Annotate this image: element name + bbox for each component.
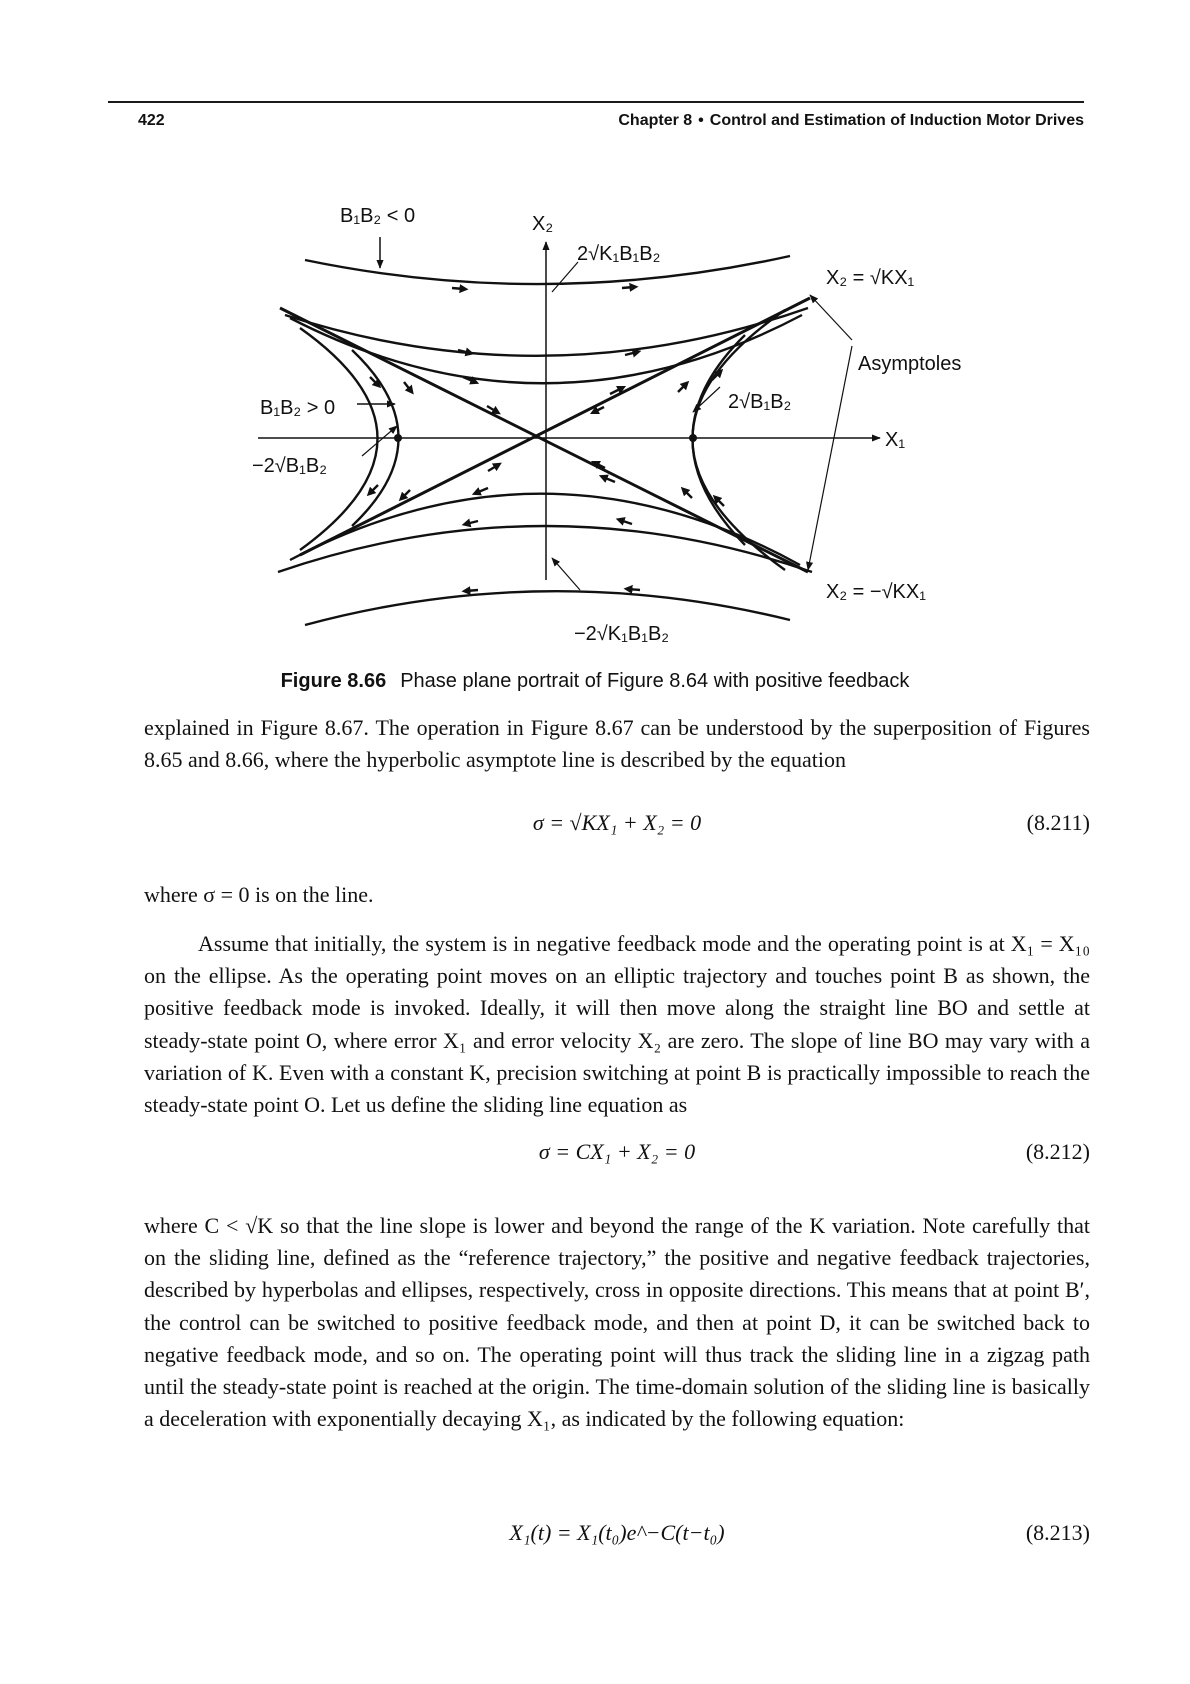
label-x2-axis: X₂: [532, 213, 554, 235]
bullet-separator: •: [698, 112, 704, 129]
flow-arrow: [452, 288, 464, 289]
label-left-vertex: −2√B₁B₂: [252, 455, 327, 477]
equation-body: σ = √KX₁ + X₂ = 0: [532, 810, 702, 835]
trajectory-lower-outer: [305, 591, 790, 625]
paragraph-where-sigma: where σ = 0 is on the line.: [144, 882, 374, 907]
label-b1b2-negative: B₁B₂ < 0: [340, 205, 416, 227]
equation-8-212: [144, 1139, 1090, 1173]
asymptotes-bracket-lower: [808, 346, 852, 570]
equation-number: (8.213): [1025, 1520, 1090, 1545]
label-top-intercept: 2√K₁B₁B₂: [577, 243, 661, 265]
leader-left-vertex: [362, 426, 397, 456]
section-title: Control and Estimation of Induction Motor Drives: [709, 112, 1084, 129]
trajectory-left-inner: [300, 328, 378, 550]
flow-arrow: [402, 490, 410, 498]
flow-arrow: [622, 287, 634, 288]
header-rule: [108, 101, 1084, 103]
flow-arrow: [603, 477, 615, 482]
equation-body: X₁(t) = X₁(t₀)e^−C(t−t₀): [509, 1520, 725, 1545]
figure-number: Figure 8.66: [280, 670, 387, 692]
equation-8-213: [144, 1520, 1090, 1554]
paragraph-assume: Assume that initially, the system is in negative feedback mode and the operating point is at X₁ = X₁₀ on the ellipse. As the operating point moves on an elliptic trajectory and touches point B as shown, the positive feedback mode is invoked. Ideally, it will then move along the straight line BO and settle at steady-state point O, where error X₁ and error velocity X₂ are zero. The slope of line BO may vary with a variation of K. Even with a constant K, precision switching at point B is practically impossible to reach the steady-state point O. Let us define the sliding line equation as: [144, 931, 1090, 1118]
equation-body: σ = CX₁ + X₂ = 0: [538, 1139, 696, 1164]
trajectory-right-inner: [693, 335, 746, 545]
label-right-vertex: 2√B₁B₂: [728, 391, 792, 413]
flow-arrow: [620, 520, 632, 524]
flow-arrow: [684, 490, 692, 498]
asymptotes-bracket-upper: [810, 295, 852, 340]
paragraph-continuation: explained in Figure 8.67. The operation in Figure 8.67 can be understood by the superposition of Figures 8.65 and 8.66, where the hyperbolic asymptote line is described by the equation: [144, 715, 1090, 773]
flow-arrow: [404, 382, 411, 391]
equation-number: (8.211): [1026, 810, 1090, 835]
flow-arrow: [476, 488, 488, 493]
figure-caption-text: Phase plane portrait of Figure 8.64 with positive feedback: [400, 670, 910, 692]
flow-arrow: [488, 465, 498, 471]
label-lower-asymptote: X₂ = −√KX₁: [826, 581, 926, 603]
trajectory-upper-outer: [305, 256, 790, 284]
flow-arrow: [466, 590, 478, 591]
label-upper-asymptote: X₂ = √KX₁: [826, 267, 915, 289]
chapter-label: Chapter 8: [618, 112, 693, 129]
label-b1b2-positive: B₁B₂ > 0: [260, 397, 336, 419]
figure-caption: [0, 670, 1190, 693]
paragraph-where-c: where C < √K so that the line slope is lower and beyond the range of the K variation. Note carefully that on the sliding line, defined as the “reference trajectory,” the positive and negative feedback trajectories, described by hyperbolas and ellipses, respectively, cross in opposite directions. This means that at point B′, the control can be switched to positive feedback mode, and then at point D, it can be switched back to negative feedback mode, and so on. The operating point will thus track the sliding line in a zigzag path until the steady-state point is reached at the origin. The time-domain solution of the sliding line is basically a deceleration with exponentially decaying X₁, as indicated by the following equation:: [144, 1213, 1090, 1432]
label-bottom-intercept: −2√K₁B₁B₂: [574, 623, 670, 645]
running-head: [618, 112, 1084, 130]
label-asymptotes: Asymptoles: [858, 353, 962, 375]
phase-plane-figure: [0, 180, 1190, 670]
leader-bottom-intercept: [552, 558, 580, 590]
flow-arrow: [370, 485, 378, 493]
label-x1-axis: X₁: [885, 429, 906, 451]
equation-8-211: [144, 810, 1090, 844]
equation-number: (8.212): [1025, 1139, 1090, 1164]
leader-top-intercept: [552, 262, 578, 292]
page-number: 422: [138, 112, 165, 129]
flow-arrow: [678, 384, 686, 392]
flow-arrow: [628, 589, 640, 590]
right-vertex-point: [689, 434, 697, 442]
phase-plane-portrait: [0, 180, 1190, 670]
flow-arrow: [625, 352, 637, 355]
flow-arrow: [466, 521, 478, 524]
left-vertex-point: [394, 434, 402, 442]
